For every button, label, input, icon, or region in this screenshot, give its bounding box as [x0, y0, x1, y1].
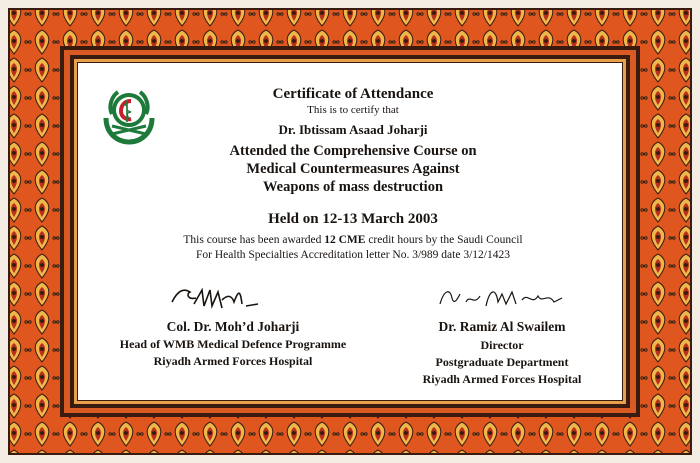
course-line-2: Medical Countermeasures Against	[246, 161, 460, 177]
right-signatory-title: Director	[480, 338, 524, 352]
credit-pre: This course has been awarded	[183, 234, 325, 246]
credit-hours-line	[183, 234, 522, 246]
right-signatory-name: Dr. Ramiz Al Swailem	[438, 319, 566, 334]
credit-post: credit hours by the Saudi Council	[365, 234, 523, 246]
medical-services-emblem-icon	[98, 84, 160, 146]
credit-amount: 12 CME	[324, 234, 366, 246]
certificate-title: Certificate of Attendance	[272, 86, 434, 102]
certify-line: This is to certify that	[307, 104, 399, 116]
right-signatory-dept: Postgraduate Department	[435, 355, 569, 369]
left-signature	[168, 282, 264, 316]
right-signature	[436, 284, 566, 314]
left-signatory-name: Col. Dr. Moh’d Joharji	[166, 319, 300, 334]
right-signatory-org: Riyadh Armed Forces Hospital	[422, 372, 582, 386]
course-line-3: Weapons of mass destruction	[262, 179, 444, 195]
course-line-1: Attended the Comprehensive Course on	[229, 143, 477, 159]
held-on-date: Held on 12-13 March 2003	[268, 211, 438, 227]
left-signatory-title: Head of WMB Medical Defence Programme	[119, 337, 347, 351]
recipient-name: Dr. Ibtissam Asaad Joharji	[278, 122, 428, 137]
accreditation-line: For Health Specialties Accreditation letter No. 3/989 date 3/12/1423	[196, 249, 510, 261]
left-signatory-org: Riyadh Armed Forces Hospital	[153, 354, 313, 368]
